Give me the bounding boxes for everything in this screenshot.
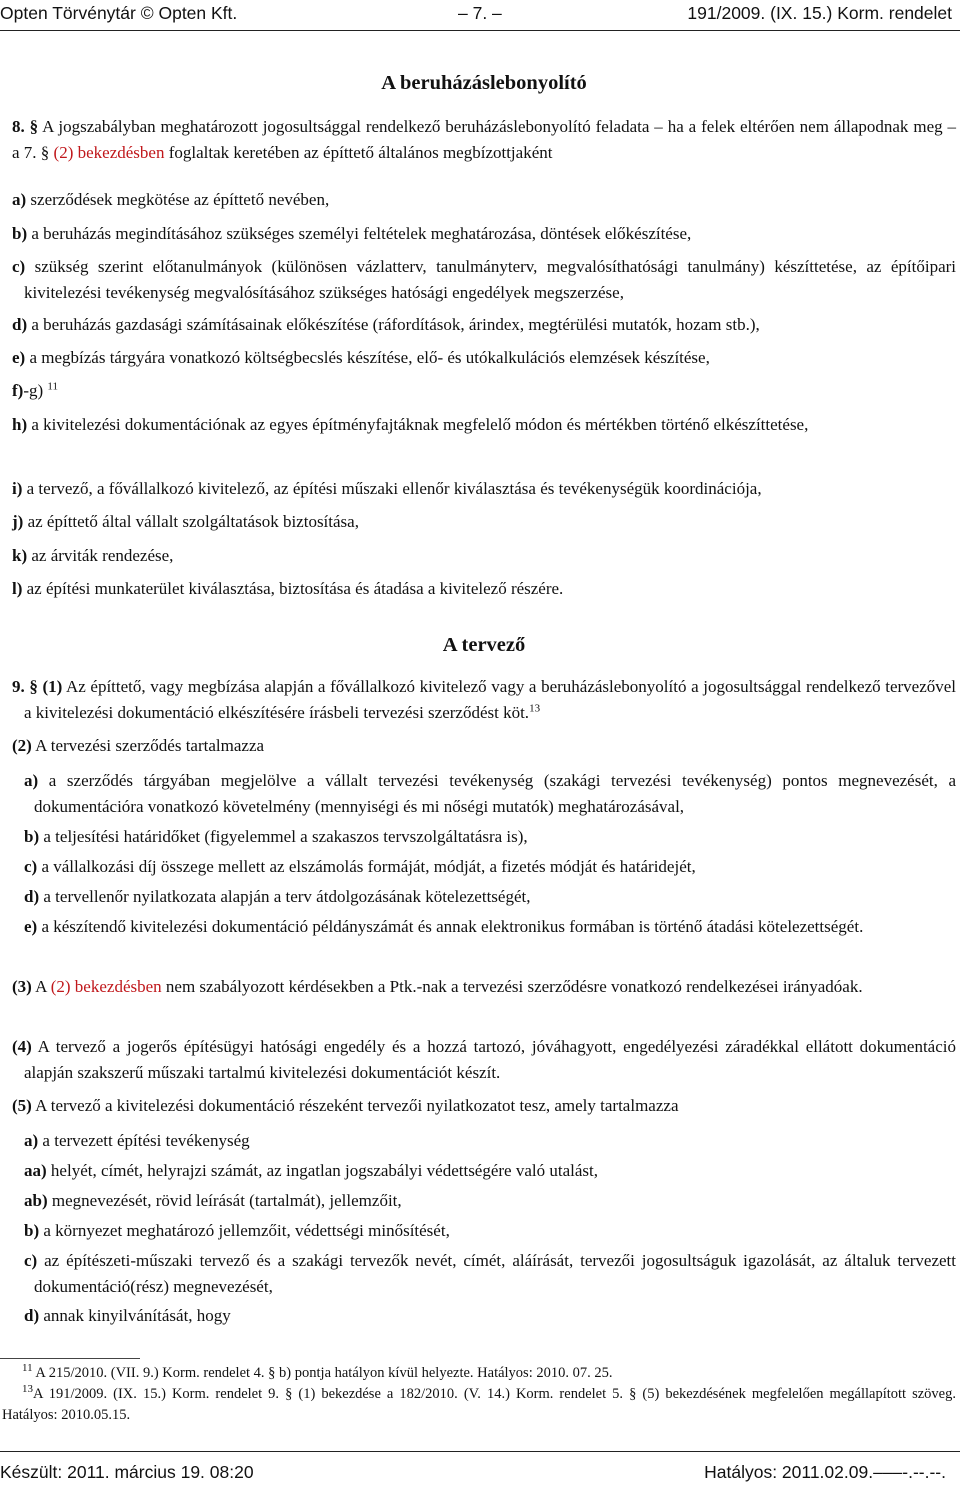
paragraph-9-4: (4) A tervező a jogerős építésügyi hatósági engedély és a hozzá tartozó, jóváhagyott, engedélyezési záradékkal ellátott dokumentáció alapján szakszerű műszaki tartalmú kivitelezési dokumentációt készít. xyxy=(12,1037,956,1082)
list-item: k) az árviták rendezése, xyxy=(12,546,174,565)
paragraph-9-5: (5) A tervező a kivitelezési dokumentáció részeként tervezői nyilatkozatot tesz, amely tartalmazza xyxy=(12,1096,679,1115)
list-item: c) az építészeti-műszaki tervező és a szakági tervezők nevét, címét, aláírását, tervezői jogosultságuk igazolását, az általuk tervezett dokumentáció(rész) megnevezését, xyxy=(24,1251,956,1296)
page-footer xyxy=(0,1451,960,1485)
list-item: b) a környezet meghatározó jellemzőit, védettségi minősítését, xyxy=(24,1221,450,1240)
list-item: d) annak kinyilvánítását, hogy xyxy=(24,1306,231,1325)
list-item: l) az építési munkaterület kiválasztása, biztosítása és átadása a kivitelező részére. xyxy=(12,579,564,598)
footer-effective: Hatályos: 2011.02.09.–––-.--.--. xyxy=(704,1462,946,1482)
list-item: e) a készítendő kivitelezési dokumentáció példányszámát és annak elektronikus formában is történő átadási kötelezettségét. xyxy=(24,917,864,936)
header-right: 191/2009. (IX. 15.) Korm. rendelet xyxy=(687,3,952,23)
footnote-ref[interactable]: 13 xyxy=(529,702,541,715)
list-item: e) a megbízás tárgyára vonatkozó költségbecslés készítése, elő- és utókalkulációs elemzések készítése, xyxy=(12,348,710,367)
list-item: a) szerződések megkötése az építtető nevében, xyxy=(12,190,330,209)
list-item: a) a szerződés tárgyában megjelölve a vállalt tervezési tevékenység (szakági tervezési tevékenység) pontos megnevezését, a dokumentációra vonatkozó követelmény (mennyiségi és mi nőségi mutatók) meghatározásával, xyxy=(24,771,956,816)
paragraph-9-1: 9. § (1) Az építtető, vagy megbízása alapján a fővállalkozó kivitelező vagy a beruházáslebonyolító a jogosultsággal rendelkező tervezővel a kivitelezési dokumentáció elkészítésére írásbeli tervezési szerződést köt.$^{13}$ xyxy=(12,677,957,722)
list-item: d) a tervellenőr nyilatkozata alapján a terv átdolgozásának kötelezettségét, xyxy=(24,887,531,906)
header-left: Opten Törvénytár © Opten Kft. xyxy=(0,3,238,23)
footnote-ref[interactable]: 11 xyxy=(47,380,58,393)
paragraph-8: 8. § A jogszabályban meghatározott jogosultsággal rendelkező beruházáslebonyolító feladata – ha a felek eltérően nem állapodnak meg – a 7. § (2) bekezdésben foglaltak keretében az építtető általános megbízottjaként xyxy=(12,117,957,162)
internal-link[interactable]: (2) bekezdésben xyxy=(53,143,165,162)
page-header xyxy=(0,0,960,31)
list-item: aa) helyét, címét, helyrajzi számát, az ingatlan jogszabályi védettségére való utalást, xyxy=(24,1161,599,1180)
paragraph-9-3: (3) A (2) bekezdésben nem szabályozott kérdésekben a Ptk.-nak a tervezési szerződésre vonatkozó rendelkezései irányadóak. xyxy=(12,977,863,996)
para-number: 9. § xyxy=(12,677,38,696)
header-page-number: – 7. – xyxy=(458,3,502,23)
list-item: c) a vállalkozási díj összege mellett az elszámolás formáját, módját, a fizetés módját és határidejét, xyxy=(24,857,696,876)
list-item: c) szükség szerint előtanulmányok (különösen vázlatterv, tanulmányterv, megvalósíthatósági tanulmány) készíttetése, az építőipari kivitelezési tevékenység megvalósításához szükséges hatósági engedélyek megszerzése, xyxy=(12,257,957,302)
list-item: b) a teljesítési határidőket (figyelemmel a szakaszos tervszolgáltatásra is), xyxy=(24,827,528,846)
list-item: b) a beruházás megindításához szükséges személyi feltételek meghatározása, döntések előkészítése, xyxy=(12,224,692,243)
footnote: $^{11}$ A 215/2010. (VII. 9.) Korm. rendelet 4. § b) pontja hatályon kívül helyezte. Hatályos: 2010. 07. 25. xyxy=(22,1362,613,1381)
footnote: $^{13}$A 191/2009. (IX. 15.) Korm. rendelet 9. § (1) bekezdése a 182/2010. (V. 14.) Korm. rendelet 5. § (5) bekezdésének megfelelően megállapított szöveg. Hatályos: 2010.05.15. xyxy=(2,1383,956,1423)
para-number: 8. § xyxy=(12,117,39,136)
list-item: f)-g) $^{11}$ xyxy=(12,380,58,400)
paragraph-9-2: (2) A tervezési szerződés tartalmazza xyxy=(12,736,265,755)
footer-created: Készült: 2011. március 19. 08:20 xyxy=(0,1462,254,1482)
list-item: h) a kivitelezési dokumentációnak az egyes építményfajtáknak megfelelő módon és mértékben történő elkészíttetése, xyxy=(12,415,809,434)
list-item: a) a tervezett építési tevékenység xyxy=(24,1131,250,1150)
footnote-rule xyxy=(0,1358,140,1359)
list-item: ab) megnevezését, rövid leírását (tartalmát), jellemzőit, xyxy=(24,1191,402,1210)
section-title-tervezo: A tervező xyxy=(442,634,526,656)
list-item: d) a beruházás gazdasági számításainak előkészítése (ráfordítások, árindex, megtérülési mutatók, hozam stb.), xyxy=(12,315,760,334)
list-item: j) az építtető által vállalt szolgáltatások biztosítása, xyxy=(12,512,359,531)
internal-link[interactable]: (2) bekezdésben xyxy=(50,977,162,996)
list-item: i) a tervező, a fővállalkozó kivitelező, az építési műszaki ellenőr kiválasztása és tevékenységük koordinációja, xyxy=(12,479,762,498)
section-title-beruhazaslebonyolito: A beruházáslebonyolító xyxy=(381,72,587,94)
